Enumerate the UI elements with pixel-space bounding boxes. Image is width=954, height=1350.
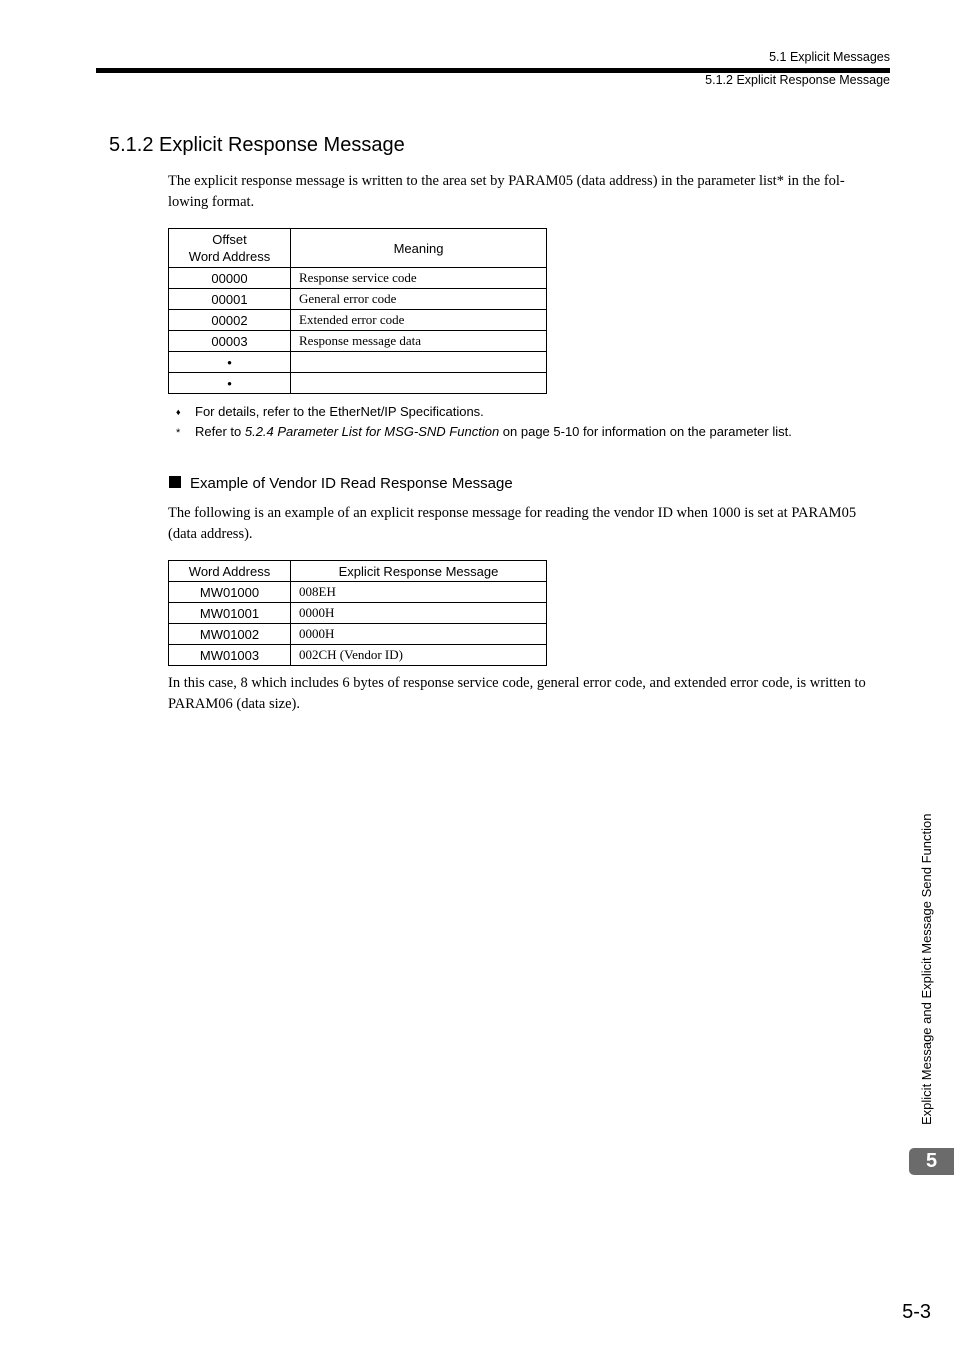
response-value-cell: 008EH (291, 582, 547, 603)
ellipsis-dot: • (169, 373, 291, 394)
chapter-tab: 5 (909, 1148, 954, 1175)
cross-reference-link[interactable]: 5.2.4 Parameter List for MSG-SND Function (244, 424, 500, 439)
ellipsis-dot: • (169, 352, 291, 373)
response-message-header: Explicit Response Message (291, 561, 547, 582)
word-address-cell: MW01001 (169, 603, 291, 624)
meaning-cell: Response message data (291, 331, 547, 352)
response-value-cell: 0000H (291, 624, 547, 645)
offset-cell: 00003 (169, 331, 291, 352)
table-row (169, 582, 547, 603)
table-row (169, 331, 547, 352)
response-value-cell: 002CH (Vendor ID) (291, 645, 547, 666)
section-title: 5.1.2 Explicit Response Message (109, 134, 405, 156)
meaning-cell: Response service code (291, 268, 547, 289)
meaning-cell: General error code (291, 289, 547, 310)
table-row (169, 645, 547, 666)
table-row (169, 352, 547, 373)
table-row (169, 603, 547, 624)
table-header-row (169, 229, 547, 268)
meaning-header: Meaning (291, 229, 547, 268)
table-header-row (169, 561, 547, 582)
word-address-header: Word Address (169, 561, 291, 582)
table-row (169, 310, 547, 331)
offset-meaning-table (168, 228, 547, 394)
chapter-side-label: Explicit Message and Explicit Message Send Function (919, 813, 934, 1125)
footnote-text: For details, refer to the EtherNet/IP Specifications. (195, 404, 484, 419)
meaning-cell (291, 373, 547, 394)
closing-paragraph: In this case, 8 which includes 6 bytes of response service code, general error code, and extended error code, is written to PARAM06 (data size). (168, 675, 866, 712)
footnote-specifications (176, 404, 484, 419)
offset-cell: 00002 (169, 310, 291, 331)
table-row (169, 268, 547, 289)
intro-paragraph: The explicit response message is written to the area set by PARAM05 (data address) in the parameter list* in the fol- lowing format. (168, 173, 845, 210)
example-heading (169, 475, 513, 492)
table-row (169, 289, 547, 310)
offset-cell: 00000 (169, 268, 291, 289)
word-address-table (168, 560, 547, 666)
example-paragraph: The following is an example of an explicit response message for reading the vendor ID when 1000 is set at PARAM05 (data address). (168, 505, 857, 542)
word-address-cell: MW01000 (169, 582, 291, 603)
diamond-bullet-icon: ♦ (176, 407, 181, 417)
asterisk-icon: * (176, 427, 181, 439)
response-value-cell: 0000H (291, 603, 547, 624)
table-row (169, 373, 547, 394)
table-row (169, 624, 547, 645)
meaning-cell (291, 352, 547, 373)
page-number: 5-3 (902, 1301, 931, 1323)
square-bullet-icon (169, 476, 181, 488)
offset-cell: 00001 (169, 289, 291, 310)
header-chapter: 5.1 Explicit Messages (769, 50, 890, 64)
meaning-cell: Extended error code (291, 310, 547, 331)
word-address-cell: MW01002 (169, 624, 291, 645)
offset-header: Offset Word Address (169, 229, 291, 268)
footnote-parameter-list (176, 424, 792, 439)
example-heading-text: Example of Vendor ID Read Response Message (190, 475, 513, 492)
word-address-cell: MW01003 (169, 645, 291, 666)
footnote-prefix: Refer to (195, 424, 245, 439)
footnote-suffix: on page 5-10 for information on the parameter list. (499, 424, 792, 439)
header-section: 5.1.2 Explicit Response Message (705, 73, 890, 87)
